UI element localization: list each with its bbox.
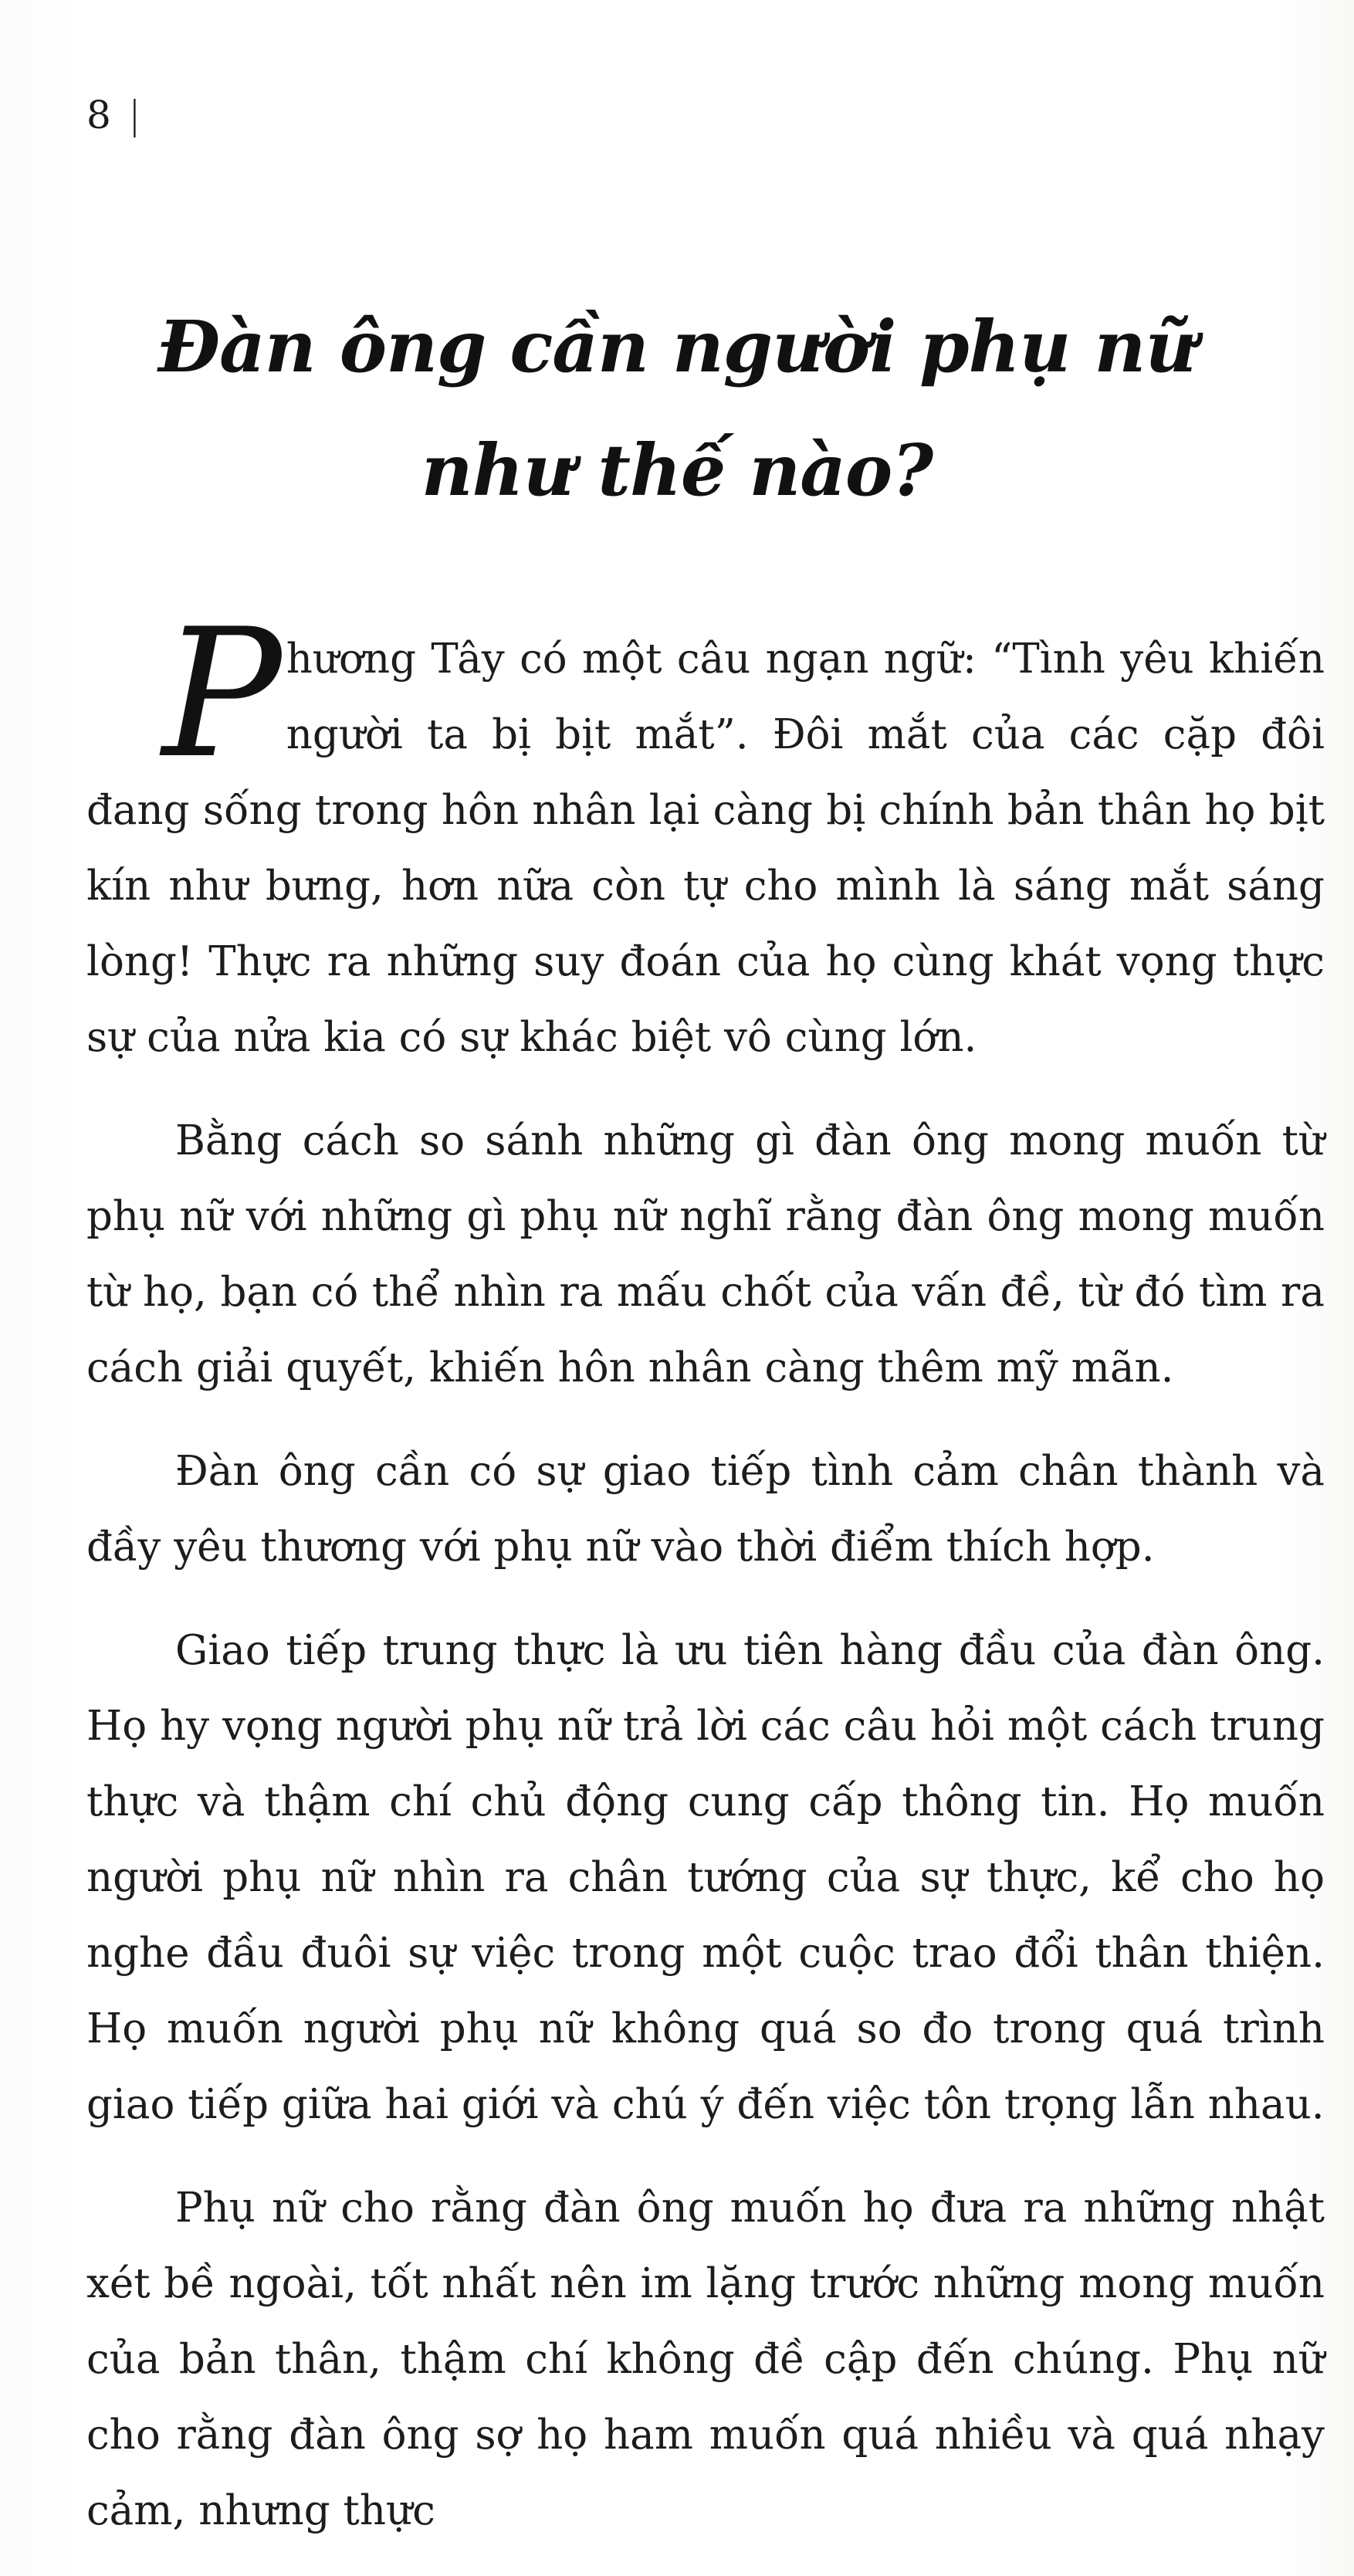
chapter-title-line-1: Đàn ông cần người phụ nữ	[157, 305, 1197, 388]
page-header	[86, 93, 141, 137]
paragraph-5: Phụ nữ cho rằng đàn ông muốn họ đưa ra những nhật xét bề ngoài, tốt nhất nên im lặng trước những mong muốn của bản thân, thậm chí không đề cập đến chúng. Phụ nữ cho rằng đàn ông sợ họ ham muốn quá nhiều và quá nhạy cảm, nhưng thực	[86, 2185, 1325, 2534]
page-number: 8	[86, 93, 111, 137]
paragraph-1	[86, 591, 1325, 1076]
header-divider: |	[127, 93, 141, 137]
paragraph-1-text: hương Tây có một câu ngạn ngữ: “Tình yêu khiến người ta bị bịt mắt”. Đôi mắt của các cặp đôi đang sống trong hôn nhân lại càng bị chính bản thân họ bịt kín như bưng, hơn nữa còn tự cho mình là sáng mắt sáng lòng! Thực ra những suy đoán của họ cùng khát vọng thực sự của nửa kia có sự khác biệt vô cùng lớn.	[86, 636, 1325, 1061]
paragraph-2: Bằng cách so sánh những gì đàn ông mong muốn từ phụ nữ với những gì phụ nữ nghĩ rằng đàn ông mong muốn từ họ, bạn có thể nhìn ra mấu chốt của vấn đề, từ đó tìm ra cách giải quyết, khiến hôn nhân càng thêm mỹ mãn.	[86, 1117, 1325, 1391]
drop-cap: P	[162, 591, 282, 798]
body-text	[86, 591, 1325, 2549]
paragraph-3: Đàn ông cần có sự giao tiếp tình cảm chân thành và đầy yêu thương với phụ nữ vào thời điểm thích hợp.	[86, 1448, 1325, 1571]
paragraph-4: Giao tiếp trung thực là ưu tiên hàng đầu của đàn ông. Họ hy vọng người phụ nữ trả lời các câu hỏi một cách trung thực và thậm chí chủ động cung cấp thông tin. Họ muốn người phụ nữ nhìn ra chân tướng của sự thực, kể cho họ nghe đầu đuôi sự việc trong một cuộc trao đổi thân thiện. Họ muốn người phụ nữ không quá so đo trong quá trình giao tiếp giữa hai giới và chú ý đến việc tôn trọng lẫn nhau.	[86, 1627, 1325, 2128]
chapter-title-line-2: như thế nào?	[421, 429, 933, 512]
